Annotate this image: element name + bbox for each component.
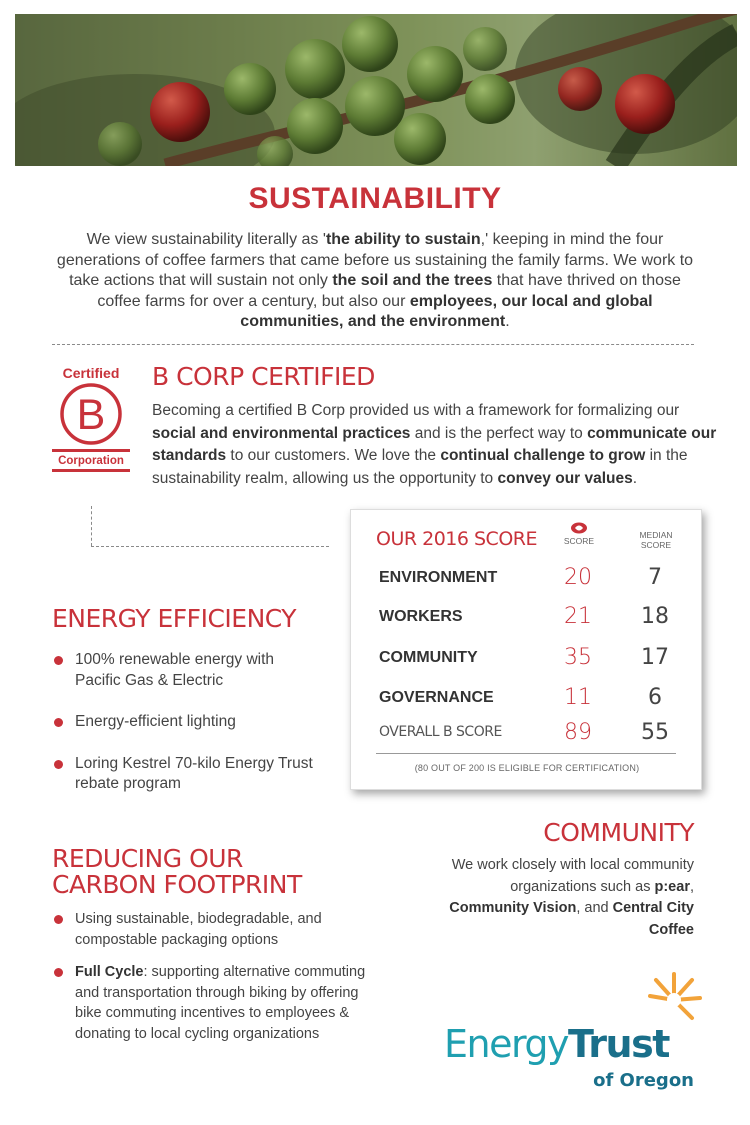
energy-trust-subtitle: of Oregon <box>593 1070 694 1091</box>
intro-paragraph: We view sustainability literally as 'the ability to sustain,' keeping in mind the four generations of coffee farmers that came before us sustaining the family farms. We work to take actions that will sustain not only the soil and the trees that have thrived on those coffee farms for over a century, but also our employees, our local and global communities, and the environment. <box>56 231 694 330</box>
score-row-value: 89 <box>564 720 592 745</box>
carbon-heading-line-2: CARBON FOOTPRINT <box>52 870 302 899</box>
score-row-workers <box>379 604 689 632</box>
page-title: SUSTAINABILITY <box>248 182 502 215</box>
bcorp-heading: B CORP CERTIFIED <box>152 362 375 391</box>
score-card-rule <box>376 753 676 754</box>
list-item: Using sustainable, biodegradable, and compostable packaging options <box>52 909 372 950</box>
score-row-value: 11 <box>564 685 592 710</box>
community-heading: COMMUNITY <box>543 818 694 847</box>
score-column-header <box>559 522 599 546</box>
logo-corporation-text: Corporation <box>58 455 124 467</box>
score-row-label: GOVERNANCE <box>379 689 494 706</box>
logo-certified-text: Certified <box>62 365 120 381</box>
energy-trust-logo <box>444 970 704 1095</box>
score-card-title: OUR 2016 SCORE <box>376 528 537 550</box>
list-item: Energy-efficient lighting <box>52 712 322 733</box>
b-lab-icon <box>570 522 588 534</box>
logo-rule <box>52 449 130 452</box>
score-row-community <box>379 645 689 673</box>
score-row-value: 20 <box>564 565 592 590</box>
score-row-median: 55 <box>641 720 669 745</box>
b-corp-logo <box>52 365 130 475</box>
list-item: 100% renewable energy with Pacific Gas & Electric <box>52 650 322 691</box>
logo-rule-bottom <box>52 469 130 472</box>
hero-photo <box>15 14 737 166</box>
bcorp-paragraph: Becoming a certified B Corp provided us with a framework for formalizing our social and environmental practices and is the perfect way to communicate our standards to our customers. We love the continual challenge to grow in the sustainability realm, allowing us the opportunity to convey our values. <box>152 402 717 487</box>
energy-heading: ENERGY EFFICIENCY <box>52 604 297 633</box>
b-circle-icon <box>52 381 130 447</box>
score-row-median: 18 <box>641 604 669 629</box>
score-row-median: 7 <box>648 565 662 590</box>
score-row-label: ENVIRONMENT <box>379 569 498 586</box>
score-row-median: 17 <box>641 645 669 670</box>
score-row-median: 6 <box>648 685 662 710</box>
score-column-label: SCORE <box>563 536 595 546</box>
coffee-cherries-illustration <box>15 14 737 166</box>
score-row-label: WORKERS <box>379 608 463 625</box>
score-row-governance <box>379 685 689 713</box>
median-column-header <box>631 530 681 550</box>
score-row-environment <box>379 565 689 593</box>
carbon-list <box>52 909 372 1056</box>
connector-line-horizontal <box>91 546 329 547</box>
score-row-value: 35 <box>564 645 592 670</box>
carbon-heading-line-1: REDUCING OUR <box>52 844 243 873</box>
logo-b-letter: B <box>76 391 106 439</box>
carbon-heading <box>52 846 302 898</box>
score-row-value: 21 <box>564 604 592 629</box>
connector-line-vertical <box>91 506 92 546</box>
median-column-label-2: SCORE <box>640 540 672 550</box>
list-item: Full Cycle: supporting alternative commuting and transportation through biking by offering bike commuting incentives to employees & donating to local cycling organizations <box>52 962 372 1044</box>
energy-list <box>52 650 322 816</box>
list-item: Loring Kestrel 70-kilo Energy Trust rebate program <box>52 754 322 795</box>
energy-trust-wordmark: EnergyTrust <box>444 1022 669 1066</box>
score-row-label: COMMUNITY <box>379 649 478 666</box>
community-paragraph: We work closely with local community organizations such as p:ear, Community Vision, and Central City Coffee <box>449 857 694 938</box>
sun-icon <box>644 970 704 1030</box>
score-row-overall <box>379 720 689 748</box>
score-row-label: OVERALL B SCORE <box>379 724 502 740</box>
median-column-label-1: MEDIAN <box>639 530 673 540</box>
section-divider <box>52 344 694 345</box>
score-card <box>350 509 702 790</box>
score-card-note: (80 OUT OF 200 IS ELIGIBLE FOR CERTIFICATION) <box>414 763 640 773</box>
